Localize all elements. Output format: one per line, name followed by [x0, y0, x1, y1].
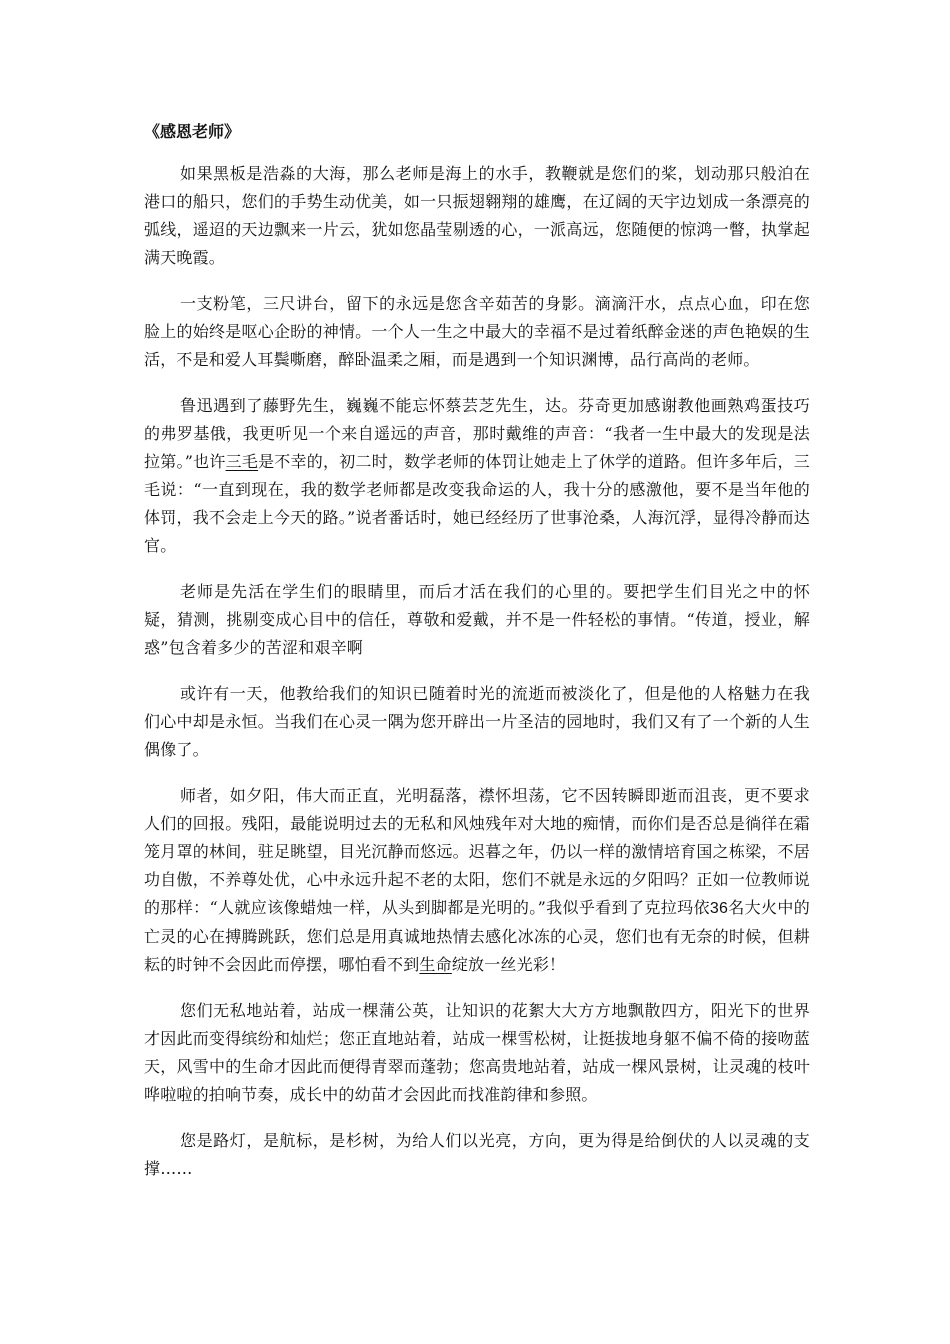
sanmao-link[interactable]: 三毛	[225, 452, 259, 471]
paragraph-3	[144, 392, 810, 560]
document-page	[144, 118, 810, 1201]
paragraph-3-text-b: 是不幸的，初二时，数学老师的体罚让她走上了休学的道路。但许多年后，三毛说：“一直到现在，我的数学老师都是改变我命运的人，我十分的感激他，要不是当年他的体罚，我不会走上今天的路。”说者番话时，她已经经历了世事沧桑，人海沉浮，显得冷静而达官。	[144, 452, 810, 555]
paragraph-7: 您们无私地站着，站成一棵蒲公英，让知识的花絮大大方方地飘散四方，阳光下的世界才因此而变得缤纷和灿烂；您正直地站着，站成一棵雪松树，让挺拔地身躯不偏不倚的接吻蓝天，风雪中的生命才因此而便得青翠而蓬勃；您高贵地站着，站成一棵风景树，让灵魂的枝叶哗啦啦的拍响节奏，成长中的幼苗才会因此而找准韵律和参照。	[144, 1001, 810, 1104]
document-title: 《感恩老师》	[144, 122, 241, 141]
number-36: 36	[709, 900, 729, 917]
paragraph-3-text-a: 鲁迅遇到了藤野先生，巍巍不能忘怀蔡芸芝先生，达。芬奇更加感谢教他画熟鸡蛋技巧的弗罗基俄，我更听见一个来自遥远的声音，那时戴维的声音：“我者一生中最大的发现是法拉第。”也许	[144, 396, 810, 471]
paragraph-8: 您是路灯，是航标，是杉树，为给人们以光亮，方向，更为得是给倒伏的人以灵魂的支撑……	[144, 1131, 810, 1178]
paragraph-4: 老师是先活在学生们的眼睛里，而后才活在我们的心里的。要把学生们目光之中的怀疑，猜测，挑剔变成心目中的信任，尊敬和爱戴，并不是一件轻松的事情。“传道，授业，解惑”包含着多少的苦涩和艰辛啊	[144, 582, 810, 657]
paragraph-1: 如果黑板是浩淼的大海，那么老师是海上的水手，教鞭就是您们的桨，划动那只般泊在港口的船只，您们的手势生动优美，如一只振翅翱翔的雄鹰，在辽阔的天宇边划成一条漂亮的弧线，遥迢的天边飘来一片云，犹如您晶莹剔透的心，一派高远，您随便的惊鸿一瞥，执掌起满天晚霞。	[144, 164, 810, 267]
paragraph-2: 一支粉笔，三尺讲台，留下的永远是您含辛茹苦的身影。滴滴汗水，点点心血，印在您脸上的始终是呕心企盼的神情。一个人一生之中最大的幸福不是过着纸醉金迷的声色艳娱的生活，不是和爱人耳鬓嘶磨，醉卧温柔之厢，而是遇到一个知识渊博，品行高尚的老师。	[144, 294, 810, 369]
shengming-link[interactable]: 生命	[419, 955, 452, 974]
paragraph-6-text-c: 绽放一丝光彩！	[451, 955, 566, 974]
paragraph-6	[144, 782, 810, 979]
paragraph-6-text-a: 师者，如夕阳，伟大而正直，光明磊落，襟怀坦荡，它不因转瞬即逝而沮丧，更不要求人们的回报。残阳，最能说明过去的无私和风烛残年对大地的痴情，而你们是否总是徜徉在霜笼月罩的林间，驻足眺望，目光沉静而悠远。迟暮之年，仍以一样的激情培育国之栋梁，不居功自傲，不养尊处优，心中永远升起不老的太阳，您们不就是永远的夕阳吗？正如一位教师说的那样：“人就应该像蜡烛一样，从头到脚都是光明的。”我似乎看到了克拉玛依	[144, 786, 810, 917]
paragraph-6-text-b: 名大火中的亡灵的心在搏腾跳跃，您们总是用真诚地热情去感化冰冻的心灵，您们也有无奈的时候，但耕耘的时钟不会因此而停摆，哪怕看不到	[144, 898, 810, 974]
paragraph-5: 或许有一天，他教给我们的知识已随着时光的流逝而被淡化了，但是他的人格魅力在我们心中却是永恒。当我们在心灵一隅为您开辟出一片圣洁的园地时，我们又有了一个新的人生偶像了。	[144, 684, 810, 759]
